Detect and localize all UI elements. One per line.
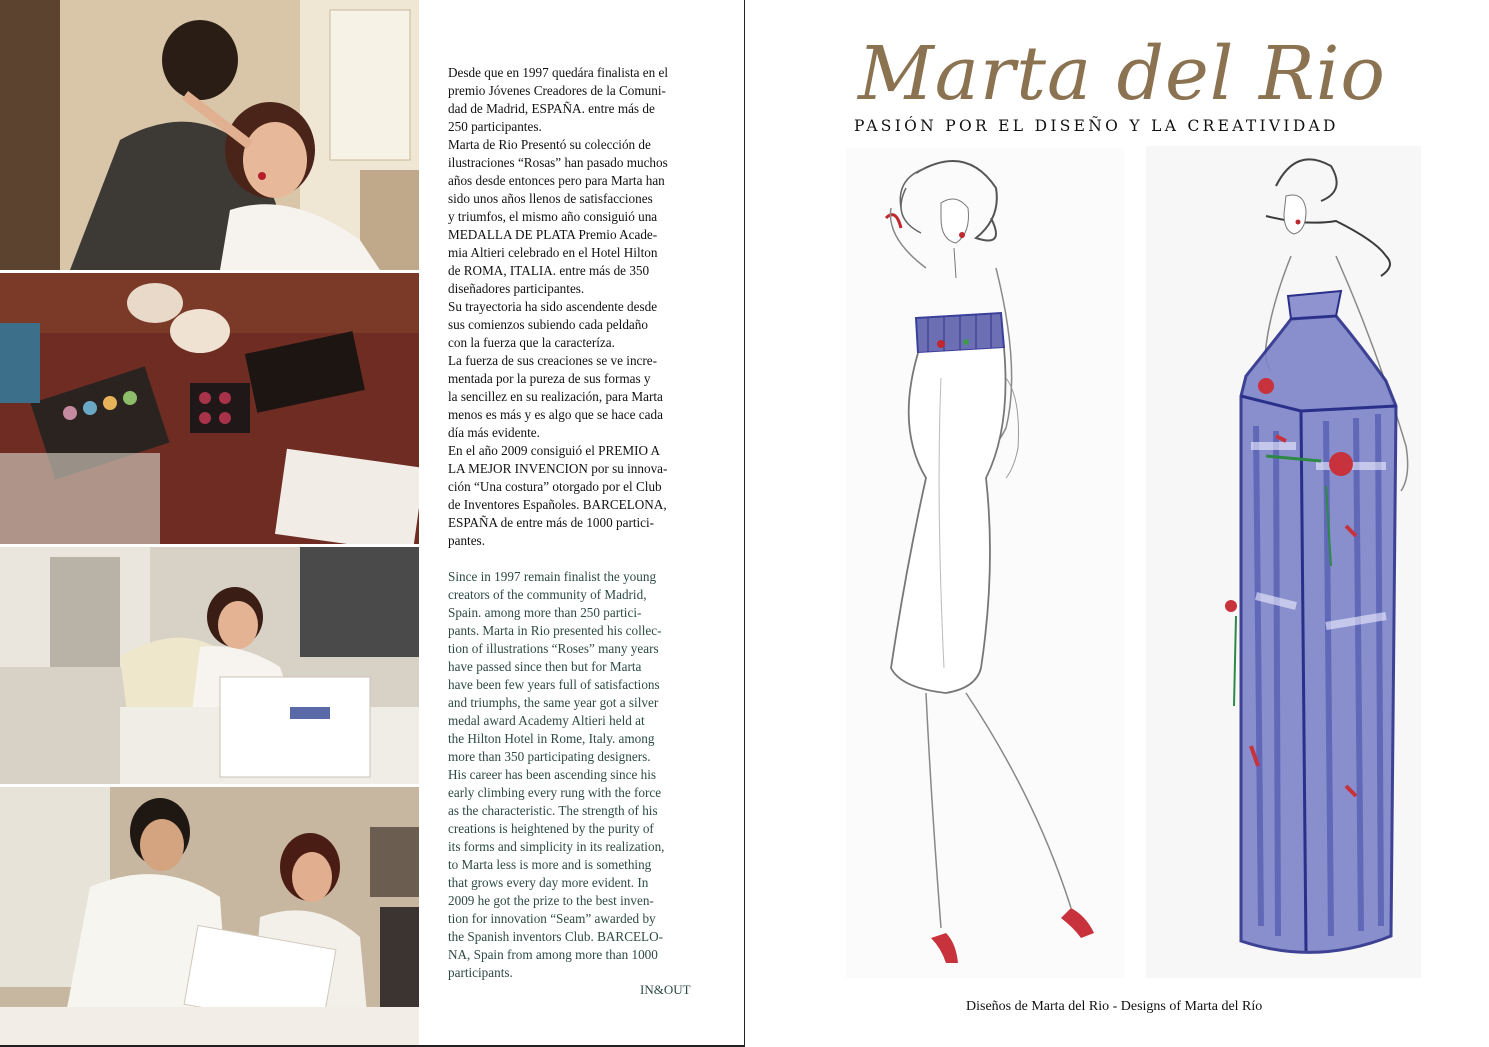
text-line: NA, Spain from among more than 1000	[448, 947, 658, 962]
brand-name: Marta del Rio	[858, 31, 1386, 117]
text-line: pantes.	[448, 533, 485, 548]
text-line: 2009 he got the prize to the best inven-	[448, 893, 654, 908]
text-line: medal award Academy Altieri held at	[448, 713, 645, 728]
text-line: sus comienzos subiendo cada peldaño	[448, 317, 648, 332]
white-dress-sketch	[846, 148, 1124, 978]
text-line: tion for innovation “Seam” awarded by	[448, 911, 656, 926]
text-line: have passed since then but for Marta	[448, 659, 642, 674]
text-line: participants.	[448, 965, 513, 980]
text-line: con la fuerza que la caracteríza.	[448, 335, 615, 350]
article-body	[448, 64, 704, 982]
text-line: de Inventores Españoles. BARCELONA,	[448, 497, 667, 512]
spanish-paragraph	[448, 64, 704, 550]
text-line: Marta de Rio Presentó su colección de	[448, 137, 651, 152]
text-line: creations is heightened by the purity of	[448, 821, 654, 836]
text-line: MEDALLA DE PLATA Premio Acade-	[448, 227, 658, 242]
text-line: its forms and simplicity in its realization,	[448, 839, 665, 854]
text-line: menos es más y es algo que se hace cada	[448, 407, 663, 422]
text-line: y triumfos, el mismo año consiguió una	[448, 209, 658, 224]
designer-review-photo	[0, 787, 419, 1045]
english-paragraph	[448, 568, 704, 982]
text-line: ción “Una costura” otorgado por el Club	[448, 479, 662, 494]
text-line: mia Altieri celebrado en el Hotel Hilton	[448, 245, 658, 260]
brand-header	[858, 31, 1386, 117]
text-line: creators of the community of Madrid,	[448, 587, 647, 602]
page-gutter	[744, 0, 745, 1047]
text-line: diseñadores participantes.	[448, 281, 585, 296]
makeup-kit-photo	[0, 273, 419, 544]
text-line: mentada por la pureza de sus formas y	[448, 371, 651, 386]
sketch-caption: Diseños de Marta del Rio - Designs of Marta del Río	[966, 999, 1263, 1014]
text-line: pants. Marta in Rio presented his collec-	[448, 623, 662, 638]
text-line: early climbing every rung with the force	[448, 785, 662, 800]
text-line: the Spanish inventors Club. BARCELO-	[448, 929, 664, 944]
text-line: dad de Madrid, ESPAÑA. entre más de	[448, 101, 655, 116]
text-line: Su trayectoria ha sido ascendente desde	[448, 299, 658, 314]
text-line: años desde entonces pero para Marta han	[448, 173, 665, 188]
text-line: Spain. among more than 250 partici-	[448, 605, 642, 620]
text-line: tion of illustrations “Roses” many years	[448, 641, 659, 656]
publication-credit: IN&OUT	[640, 982, 691, 997]
text-line: LA MEJOR INVENCION por su innova-	[448, 461, 668, 476]
text-line: la sencillez en su realización, para Marta	[448, 389, 663, 404]
text-line: día más evidente.	[448, 425, 540, 440]
blue-gown-sketch	[1146, 146, 1421, 978]
makeup-artist-photo	[0, 0, 419, 270]
text-line: the Hilton Hotel in Rome, Italy. among	[448, 731, 655, 746]
text-line: more than 350 participating designers.	[448, 749, 651, 764]
text-line: Since in 1997 remain finalist the young	[448, 569, 657, 584]
text-line: En el año 2009 consiguió el PREMIO A	[448, 443, 661, 458]
text-line: 250 participantes.	[448, 119, 542, 134]
text-line: premio Jóvenes Creadores de la Comuni-	[448, 83, 666, 98]
text-line: ESPAÑA de entre más de 1000 partici-	[448, 515, 655, 530]
text-line: La fuerza de sus creaciones se ve incre-	[448, 353, 658, 368]
text-line: sido unos años llenos de satisfacciones	[448, 191, 653, 206]
text-line: have been few years full of satisfactions	[448, 677, 660, 692]
text-line: His career has been ascending since his	[448, 767, 656, 782]
text-line: ilustraciones “Rosas” han pasado muchos	[448, 155, 668, 170]
brand-tagline: PASIÓN POR EL DISEÑO Y LA CREATIVIDAD	[854, 117, 1339, 135]
text-line: Desde que en 1997 quedára finalista en el	[448, 65, 669, 80]
designer-at-desk-photo	[0, 547, 419, 784]
text-line: to Marta less is more and is something	[448, 857, 652, 872]
text-line: that grows every day more evident. In	[448, 875, 649, 890]
text-line: and triumphs, the same year got a silver	[448, 695, 659, 710]
text-line: as the characteristic. The strength of his	[448, 803, 658, 818]
text-line: de ROMA, ITALIA. entre más de 350	[448, 263, 650, 278]
